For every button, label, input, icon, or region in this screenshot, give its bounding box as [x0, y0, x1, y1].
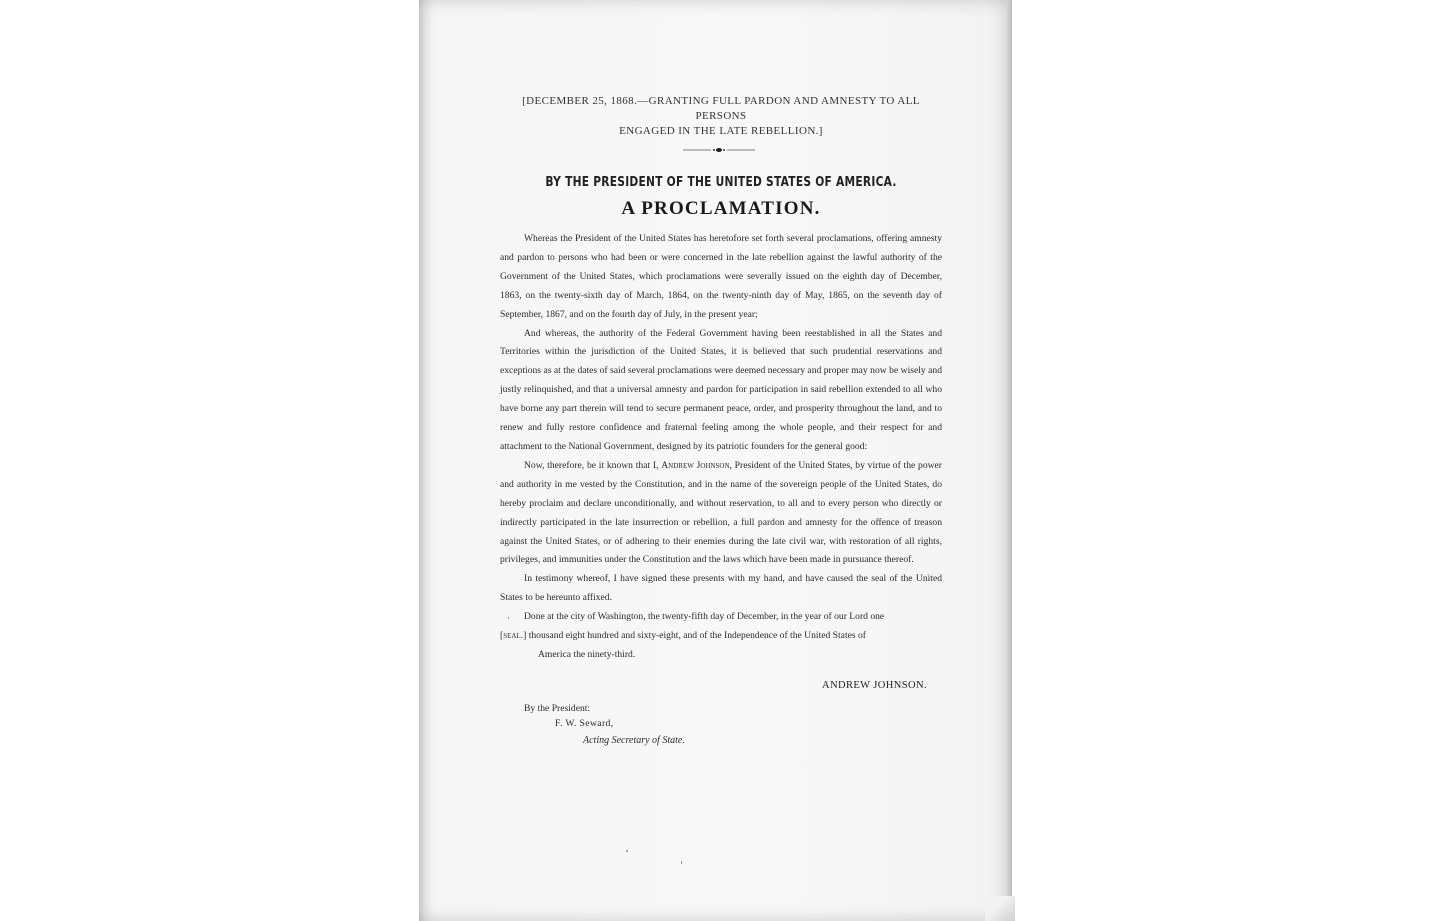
by-the-president-label: By the President: [524, 703, 591, 714]
document-header [500, 94, 942, 139]
secretary-title: Acting Secretary of State. [583, 735, 685, 746]
seal-label: [seal.] [500, 630, 527, 642]
paragraph-done-at [500, 608, 942, 627]
done-at-line-1: Done at the city of Washington, the twenty-fifth day of December, in the year of our Lord one [524, 611, 885, 623]
paragraph-now-therefore-start: Now, therefore, be it known that I, [524, 459, 659, 471]
proclamation-body [500, 230, 942, 665]
president-signature: ANDREW JOHNSON. [822, 680, 927, 691]
paper-speck [681, 861, 682, 864]
paper-speck [626, 850, 628, 852]
ornament-divider [683, 145, 755, 155]
paragraph-now-therefore-rest: , President of the United States, by virtue of the power and authority in me vested by the Constitution, and in the name of the sovereign people of the United States, do hereby proclaim and declare unconditionally, and without reservation, to all and to every person who directly or indirectly participated in the late insurrection or rebellion, a full pardon and amnesty for the offence of treason against the United States, or of adhering to their enemies during the late civil war, with restoration of all rights, privileges, and immunities under the Constitution and the laws which have been made in pursuance thereof. [500, 459, 942, 566]
paragraph-now-therefore [500, 457, 942, 570]
paragraph-and-whereas: And whereas, the authority of the Federal Government having been reestablished in all the States and Territories within the jurisdiction of the United States, it is believed that such prudential reservations and exceptions as at the dates of said several proclamations were deemed necessary and proper may now be wisely and justly relinquished, and that a universal amnesty and pardon for participation in said rebellion extended to all who have borne any part therein will tend to secure permanent peace, order, and prosperity throughout the land, and to renew and fully restore confidence and fraternal feeling among the whole people, and their respect for and attachment to the National Government, designed by its patriotic founders for the general good: [500, 327, 942, 452]
header-line-1: [DECEMBER 25, 1868.—GRANTING FULL PARDON AND AMNESTY TO ALL PERSONS [522, 95, 920, 122]
president-name: Andrew Johnson [661, 459, 730, 471]
done-at-line-2: thousand eight hundred and sixty-eight, and of the Independence of the United States of [528, 630, 866, 642]
heading-by-the-president: BY THE PRESIDENT OF THE UNITED STATES OF AMERICA. [545, 175, 897, 190]
heading-proclamation: A PROCLAMATION. [621, 198, 821, 219]
done-at-line-3: America the ninety-third. [538, 648, 636, 660]
paragraph-whereas: Whereas the President of the United States has heretofore set forth several proclamations, offering amnesty and pardon to persons who had been or were concerned in the late rebellion against the lawful authority of the Government of the United States, which proclamations were severally issued on the eighth day of December, 1863, on the twenty-sixth day of March, 1864, on the twenty-ninth day of May, 1865, on the seventh day of September, 1867, and on the fourth day of July, in the present year; [500, 233, 942, 320]
header-line-2: ENGAGED IN THE LATE REBELLION.] [619, 125, 823, 137]
paragraph-testimony: In testimony whereof, I have signed these presents with my hand, and have caused the seal of the United States to be hereunto affixed. [500, 573, 942, 604]
paper-speck [508, 617, 509, 619]
secretary-name: F. W. Seward, [555, 718, 614, 729]
seal-line [500, 627, 942, 646]
